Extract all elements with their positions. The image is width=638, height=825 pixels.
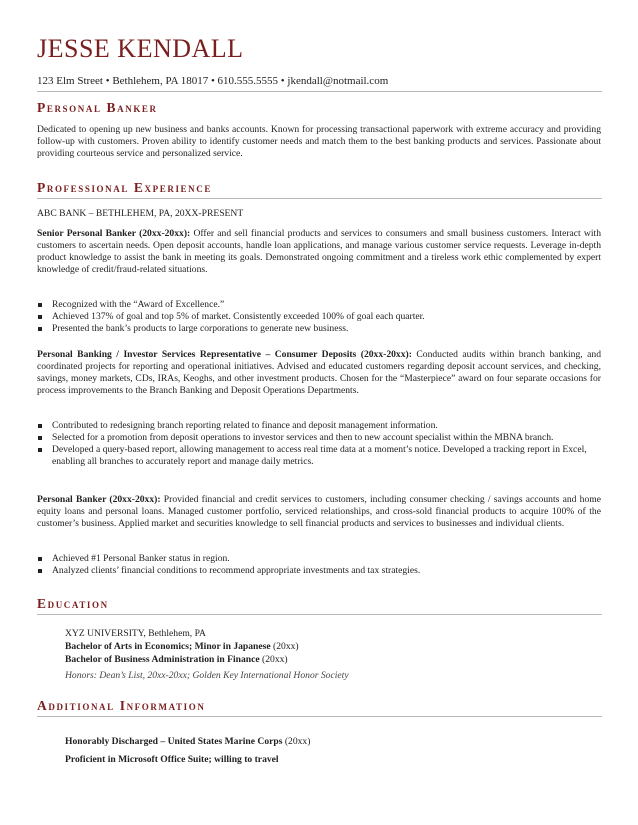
role-3-achievements — [37, 553, 597, 577]
list-item: Analyzed clients’ financial conditions to recommend appropriate investments and tax strategies. — [37, 565, 597, 577]
experience-heading: Professional Experience — [37, 180, 212, 195]
role-senior-personal-banker — [37, 228, 601, 276]
list-item: Presented the bank’s products to large corporations to generate new business. — [37, 323, 597, 335]
additional-heading: Additional Information — [37, 698, 206, 713]
additional-item-military — [65, 736, 310, 748]
education-honors: Honors: Dean’s List, 20xx-20xx; Golden Key International Honor Society — [65, 670, 349, 681]
list-item: Achieved 137% of goal and top 5% of market. Consistently exceeded 100% of goal each quarter. — [37, 311, 597, 323]
role-1-achievements — [37, 299, 597, 335]
additional-divider — [37, 716, 602, 717]
degree-year: (20xx) — [259, 654, 288, 665]
list-item: Recognized with the “Award of Excellence.” — [37, 299, 597, 311]
role-description: Offer and sell financial products and services to consumers and small business customers. Interact with customers to ascertain needs. Open deposit accounts, handle loan applications, and manage various customer service requests. Leverage in-depth product knowledge to assist the bank in meeting its goals. Demonstrated ongoing commitment and a tireless work ethic complemented by expert knowledge of credit/fraud-related situations. — [37, 228, 601, 275]
role-title: Senior Personal Banker (20xx-20xx): — [37, 228, 191, 239]
company-line: ABC BANK – BETHLEHEM, PA, 20XX-PRESENT — [37, 208, 244, 219]
degree-title: Bachelor of Business Administration in Finance — [65, 654, 260, 665]
objective-heading: Personal Banker — [37, 100, 158, 115]
education-degree-1 — [65, 641, 299, 653]
contact-line: 123 Elm Street • Bethlehem, PA 18017 • 610.555.5555 • jkendall@notmail.com — [37, 75, 389, 87]
degree-year: (20xx) — [270, 641, 299, 652]
additional-item-skills: Proficient in Microsoft Office Suite; willing to travel — [65, 754, 279, 765]
education-school: XYZ UNIVERSITY, Bethlehem, PA — [65, 628, 206, 639]
role-investor-services — [37, 349, 601, 397]
item-year: (20xx) — [282, 736, 311, 747]
education-heading: Education — [37, 596, 109, 611]
list-item: Achieved #1 Personal Banker status in region. — [37, 553, 597, 565]
role-personal-banker — [37, 494, 601, 530]
role-description: Conducted audits within branch banking, and coordinated projects for reporting and operational initiatives. Advised and educated customers regarding deposit account services, and checking, savings, money markets, CDs, IRAs, Keoghs, and other investment products. Chosen for the “Masterpiece” award on four separate occasions for process improvements to the Branch Banking and Deposit Operations Departments. — [37, 349, 601, 396]
candidate-name: JESSE KENDALL — [37, 34, 244, 63]
role-title: Personal Banker (20xx-20xx): — [37, 494, 161, 505]
objective-text: Dedicated to opening up new business and banks accounts. Known for processing transactional paperwork with extreme accuracy and providing follow-up with customers. Proven ability to identify customer needs and match them to the best banking products and services. Passionate about providing courteous service and personalized service. — [37, 124, 601, 159]
education-divider — [37, 614, 602, 615]
list-item: Developed a query-based report, allowing management to access real time data at a moment’s notice. Developed a tracking report in Excel, enabling all branches to accurately report and manage daily metrics. — [37, 444, 597, 468]
list-item: Contributed to redesigning branch reporting related to finance and deposit management information. — [37, 420, 597, 432]
role-title: Personal Banking / Investor Services Representative – Consumer Deposits (20xx-20xx): — [37, 349, 412, 360]
education-degree-2 — [65, 654, 288, 666]
experience-divider — [37, 198, 602, 199]
header-divider — [37, 91, 602, 92]
list-item: Selected for a promotion from deposit operations to investor services and then to new account specialist within the MBNA branch. — [37, 432, 597, 444]
role-2-achievements — [37, 420, 597, 468]
item-text: Honorably Discharged – United States Marine Corps — [65, 736, 283, 747]
degree-title: Bachelor of Arts in Economics; Minor in Japanese — [65, 641, 271, 652]
role-description: Provided financial and credit services to customers, including consumer checking / savings accounts and home equity loans and personal loans. Managed customer portfolio, serviced relationships, and cross-sold financial products to acquire 100% of the customer’s business. Applied market and securities knowledge to sell financial products and services to businesses and individual clients. — [37, 494, 601, 529]
